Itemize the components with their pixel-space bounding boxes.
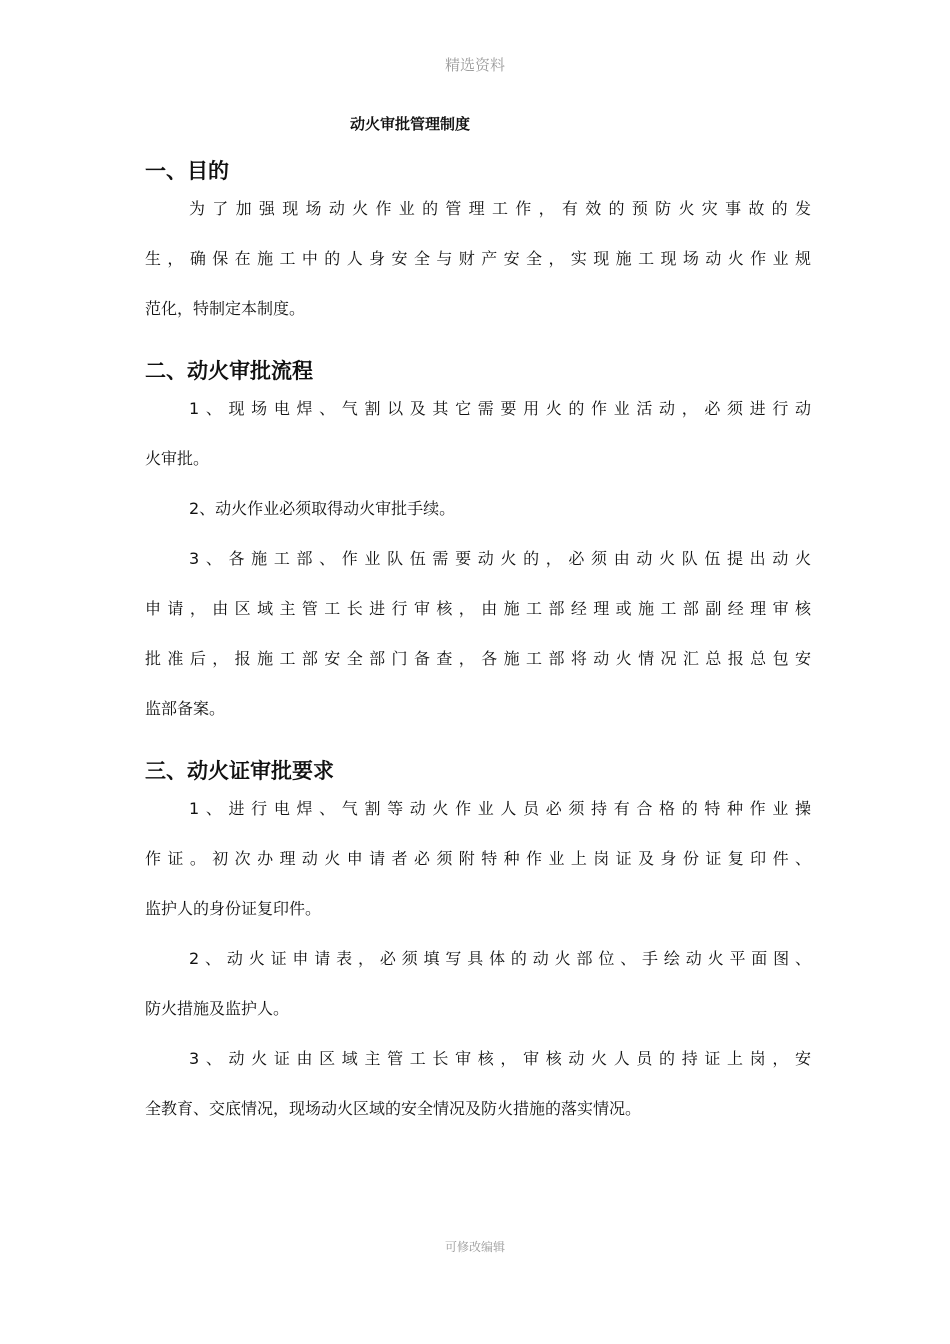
text-line: 2、动火作业必须取得动火审批手续。	[189, 499, 456, 518]
paragraph	[145, 546, 811, 746]
page-footer: 可修改编辑	[444, 1240, 505, 1254]
document-body	[145, 146, 811, 1146]
text-line: 监护人的身份证复印件。	[145, 899, 322, 918]
text-line: 火审批。	[145, 449, 210, 468]
text-line: 1、现场电焊、气割以及其它需要用火的作业活动，必须进行动	[189, 399, 811, 418]
document-title: 动火审批管理制度	[349, 115, 470, 133]
text-line: 全教育、交底情况，现场动火区域的安全情况及防火措施的落实情况。	[145, 1099, 642, 1118]
paragraph	[145, 1046, 811, 1146]
paragraph	[145, 396, 811, 496]
section-heading-purpose: 一、目的	[145, 159, 229, 183]
section-heading-approval-process: 二、动火审批流程	[145, 359, 313, 383]
paragraph	[145, 496, 811, 546]
text-line: 作证。初次办理动火申请者必须附特种作业上岗证及身份证复印件、	[145, 849, 811, 868]
section-heading-permit-requirements: 三、动火证审批要求	[145, 759, 334, 783]
text-line: 3、动火证由区域主管工长审核，审核动火人员的持证上岗，安	[189, 1049, 811, 1068]
text-line: 范化，特制定本制度。	[145, 299, 306, 318]
paragraph	[145, 196, 811, 346]
paragraph	[145, 796, 811, 946]
text-line: 2、动火证申请表，必须填写具体的动火部位、手绘动火平面图、	[189, 949, 811, 968]
text-line: 申请，由区域主管工长进行审核，由施工部经理或施工部副经理审核	[145, 599, 811, 618]
text-line: 防火措施及监护人。	[145, 999, 290, 1018]
text-line: 生，确保在施工中的人身安全与财产安全，实现施工现场动火作业规	[145, 249, 811, 268]
text-line: 1、进行电焊、气割等动火作业人员必须持有合格的特种作业操	[189, 799, 811, 818]
page-header: 精选资料	[444, 56, 505, 74]
text-line: 监部备案。	[145, 699, 226, 718]
paragraph	[145, 946, 811, 1046]
text-line: 3、各施工部、作业队伍需要动火的，必须由动火队伍提出动火	[189, 549, 811, 568]
text-line: 批准后，报施工部安全部门备查，各施工部将动火情况汇总报总包安	[145, 649, 811, 668]
text-line: 为了加强现场动火作业的管理工作，有效的预防火灾事故的发	[189, 199, 811, 218]
